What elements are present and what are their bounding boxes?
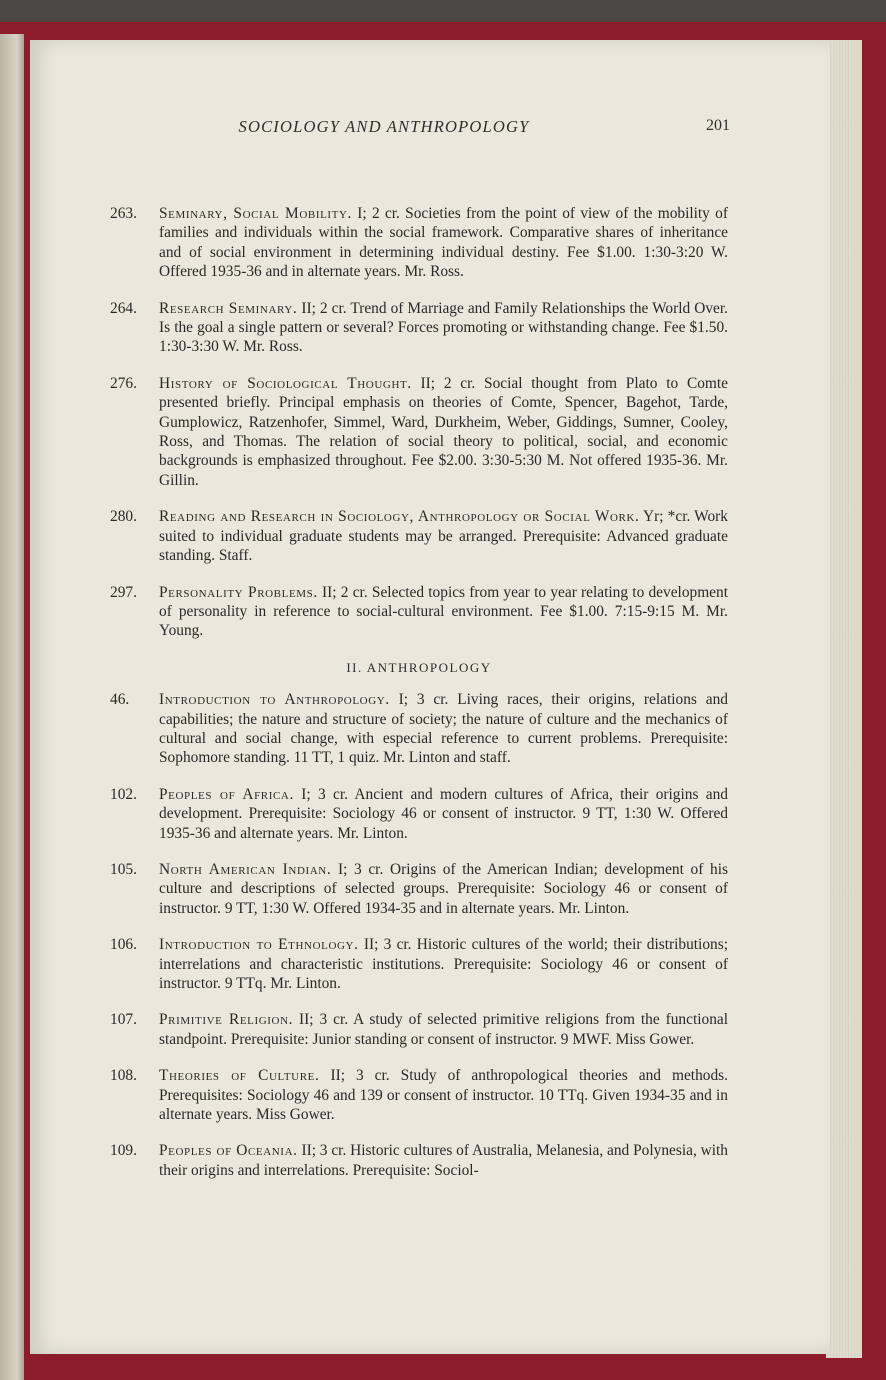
course-number: 107. [110,1011,137,1029]
course-description: Yr; *cr. Work suited to individual graduate students may be arranged. Prerequisite: Advanced graduate standing. Staff. [159,508,728,565]
course-title: Introduction to Ethnology. [159,936,359,954]
course-title: History of Sociological Thought. [159,374,412,392]
course-entry [110,204,728,282]
page-block-edge [826,40,862,1358]
course-entry [110,583,728,641]
facing-page-edge [0,34,24,1380]
course-title: North American Indian. [159,860,332,878]
course-description: II; 3 cr. Historic cultures of the world; their distributions; interrelations and characteristic institutions. Prerequisite: Sociology 46 or consent of instructor. 9 TTq. Mr. Linton. [159,936,728,992]
course-title: Seminary, Social Mobility. [159,205,352,222]
course-entry [110,299,728,357]
course-number: 276. [110,374,137,392]
course-title: Personality Problems. [159,583,318,601]
course-entry [110,1141,728,1180]
course-description: I; 3 cr. Origins of the American Indian; development of his culture and descriptions of selected groups. Prerequisite: Sociology 46 or consent of instructor. 9 TT, 1:30 W. Offered 1934-35 and in alternate years. Mr. Linton. [159,860,728,917]
course-title: Research Seminary. [159,299,298,317]
course-description: I; 2 cr. Societies from the point of view of the mobility of families and individuals within the social framework. Comparative shares of inheritance and of social environment in determining individual destiny. Fee $1.00. 1:30-3:20 W. Offered 1935-36 and in alternate years. Mr. Ross. [159,205,728,281]
course-description: II; 3 cr. Study of anthropological theories and methods. Prerequisites: Sociology 46 and 139 or consent of instructor. 10 TTq. Given 1934-35 and in alternate years. Miss Gower. [159,1067,728,1124]
course-entry [110,374,728,490]
running-title: SOCIOLOGY AND ANTHROPOLOGY [238,117,530,136]
course-entry [110,1066,728,1124]
course-number: 297. [110,583,137,601]
course-title: Introduction to Anthropology. [159,691,390,709]
course-title: Theories of Culture. [159,1067,320,1085]
course-number: 108. [110,1067,137,1085]
course-description: II; 2 cr. Selected topics from year to year relating to development of personality in reference to social-cultural environment. Fee $1.00. 7:15-9:15 M. Mr. Young. [159,583,728,640]
course-title: Primitive Religion. [159,1011,294,1029]
course-description: II; 2 cr. Social thought from Plato to Comte presented briefly. Principal emphasis on theories of Comte, Spencer, Bagehot, Tarde, Gumplowicz, Ratzenhofer, Simmel, Ward, Durkheim, Weber, Giddings, Sumner, Cooley, Ross, and Thomas. The relation of social theory to political, social, and economic backgrounds is emphasized throughout. Fee $2.00. 3:30-5:30 M. Not offered 1935-36. Mr. Gillin. [159,374,728,489]
course-description: I; 3 cr. Living races, their origins, relations and capabilities; the nature and structure of society; the nature of culture and the mechanics of cultural and social change, with especial reference to current problems. Prerequisite: Sophomore standing. 11 TT, 1 quiz. Mr. Linton and staff. [159,691,728,767]
course-description: II; 2 cr. Trend of Marriage and Family Relationships the World Over. Is the goal a single pattern or several? Forces promoting or withstanding change. Fee $1.50. 1:30-3:30 W. Mr. Ross. [159,299,728,356]
course-entry [110,860,728,918]
course-number: 102. [110,785,137,803]
course-entry [110,1010,728,1049]
course-entry [110,507,728,565]
page-number: 201 [706,117,730,134]
course-entry [110,690,728,768]
course-number: 46. [110,691,130,709]
course-listing [110,204,728,1197]
course-number: 280. [110,508,137,526]
course-entry [110,785,728,843]
course-description: II; 3 cr. A study of selected primitive religions from the functional standpoint. Prerequisite: Junior standing or consent of instructor. 9 MWF. Miss Gower. [159,1011,728,1048]
section-heading: II. ANTHROPOLOGY [346,659,492,675]
course-title: Peoples of Africa. [159,785,294,803]
course-number: 105. [110,860,137,878]
course-title: Peoples of Oceania. [159,1142,298,1160]
course-number: 264. [110,299,137,317]
course-number: 106. [110,936,137,954]
running-head [38,117,730,139]
course-description: II; 3 cr. Historic cultures of Australia, Melanesia, and Polynesia, with their origins and interrelations. Prerequisite: Sociol- [159,1142,729,1179]
course-number: 263. [110,205,137,222]
course-title: Reading and Research in Sociology, Anthropology or Social Work. [159,508,640,526]
course-number: 109. [110,1142,137,1160]
course-description: I; 3 cr. Ancient and modern cultures of Africa, their origins and development. Prerequisite: Sociology 46 or consent of instructor. 9 TT, 1:30 W. Offered 1935-36 and alternate years. Mr. Linton. [159,785,728,842]
course-entry [110,935,728,993]
